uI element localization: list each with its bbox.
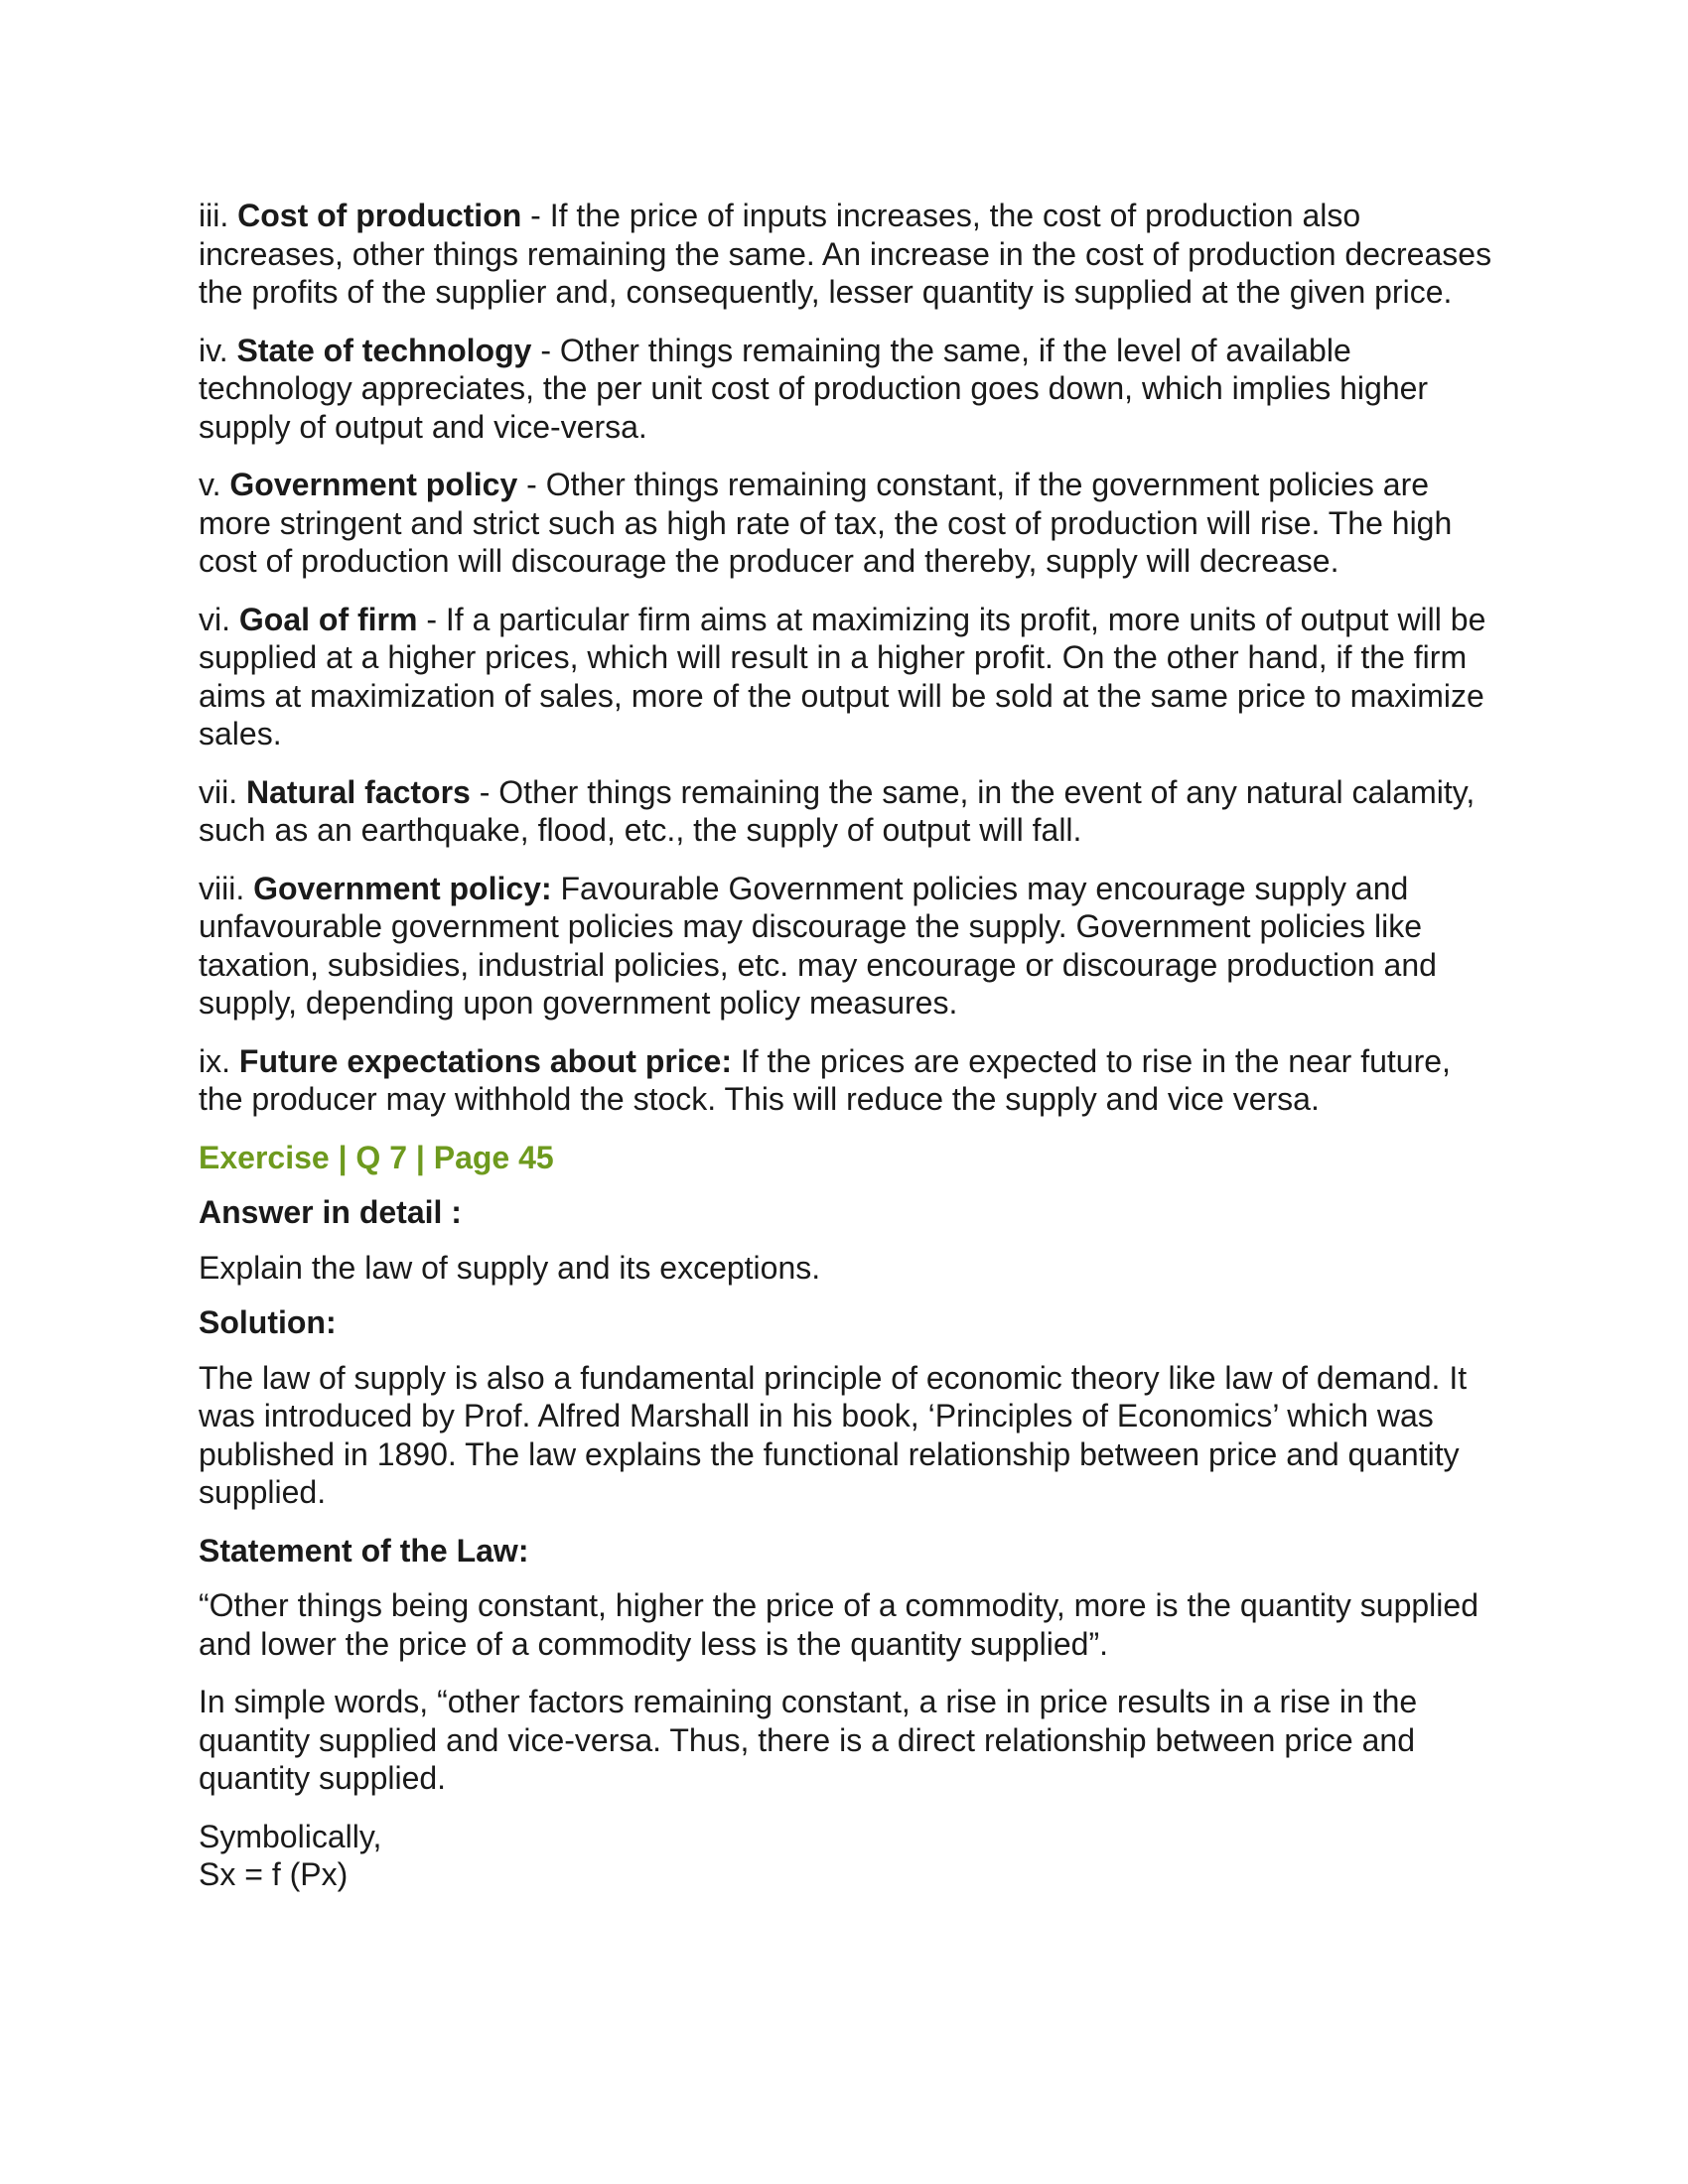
factor-text: If the prices are expected to rise in the near future, the producer may withhold the stock. This will reduce the supply and vice versa. bbox=[199, 1042, 1451, 1117]
factor-government-policy bbox=[199, 466, 1499, 581]
factor-number: iv. bbox=[199, 332, 228, 368]
factor-title: Government policy bbox=[229, 467, 518, 502]
factor-state-of-technology bbox=[199, 332, 1499, 447]
factor-number: v. bbox=[199, 467, 221, 502]
factor-title: Government policy: bbox=[253, 870, 552, 906]
factor-number: viii. bbox=[199, 870, 245, 906]
factor-text: - If the price of inputs increases, the cost of production also increases, other things remaining the same. An increase in the cost of production decreases the profits of the supplier and, consequently, lesser quantity is supplied at the given price. bbox=[199, 198, 1492, 310]
answer-label: Answer in detail : bbox=[199, 1194, 462, 1230]
factor-goal-of-firm bbox=[199, 601, 1499, 753]
symbolically-label: Symbolically, bbox=[199, 1818, 382, 1854]
factor-government-policy-2 bbox=[199, 870, 1499, 1023]
factor-title: Future expectations about price: bbox=[238, 1042, 732, 1079]
supply-formula: Sx = f (Px) bbox=[199, 1856, 349, 1892]
factor-text: - If a particular firm aims at maximizing its profit, more units of output will be supplied at a higher prices, which will result in a higher profit. On the other hand, if the firm aims at maximization of sales, more of the output will be sold at the same price to maximize sales. bbox=[199, 601, 1486, 751]
factor-number: vi. bbox=[199, 601, 230, 637]
factor-future-expectations bbox=[199, 1042, 1499, 1119]
factor-title: Natural factors bbox=[246, 773, 471, 810]
factor-number: iii. bbox=[199, 198, 229, 233]
document-page bbox=[199, 197, 1499, 1914]
factor-number: ix. bbox=[199, 1042, 230, 1079]
factor-title: Cost of production bbox=[237, 198, 522, 233]
factor-title: Goal of firm bbox=[238, 601, 418, 637]
factor-text: - Other things remaining the same, if the level of available technology appreciates, the per unit cost of production goes down, which implies higher supply of output and vice-versa. bbox=[199, 332, 1429, 445]
factor-text: - Other things remaining the same, in the event of any natural calamity, such as an earthquake, flood, etc., the supply of output will fall. bbox=[199, 773, 1476, 848]
law-statement: “Other things being constant, higher the price of a commodity, more is the quantity supplied and lower the price of a commodity less is the quantity supplied”. bbox=[199, 1587, 1478, 1662]
exercise-heading: Exercise | Q 7 | Page 45 bbox=[199, 1139, 554, 1175]
factor-cost-of-production bbox=[199, 197, 1499, 312]
simple-words-text: In simple words, “other factors remaining constant, a rise in price results in a rise in the quantity supplied and vice-versa. Thus, there is a direct relationship between price and quantity supplied. bbox=[199, 1684, 1418, 1796]
solution-intro: The law of supply is also a fundamental principle of economic theory like law of demand. It was introduced by Prof. Alfred Marshall in his book, ‘Principles of Economics’ which was published in 1890. The law explains the functional relationship between price and quantity supplied. bbox=[199, 1359, 1468, 1510]
factor-title: State of technology bbox=[236, 332, 532, 368]
statement-label: Statement of the Law: bbox=[199, 1532, 529, 1569]
question-text: Explain the law of supply and its exceptions. bbox=[199, 1249, 821, 1286]
factor-text: - Other things remaining constant, if the government policies are more stringent and strict such as high rate of tax, the cost of production will rise. The high cost of production will discourage the producer and thereby, supply will decrease. bbox=[199, 467, 1453, 579]
factor-text: Favourable Government policies may encourage supply and unfavourable government policies may discourage the supply. Government policies like taxation, subsidies, industrial policies, etc. may encourage or discourage production and supply, depending upon government policy measures. bbox=[199, 870, 1437, 1021]
symbolic-block bbox=[199, 1818, 1499, 1894]
factor-number: vii. bbox=[199, 773, 238, 810]
factor-natural-factors bbox=[199, 773, 1499, 850]
solution-label: Solution: bbox=[199, 1304, 337, 1340]
